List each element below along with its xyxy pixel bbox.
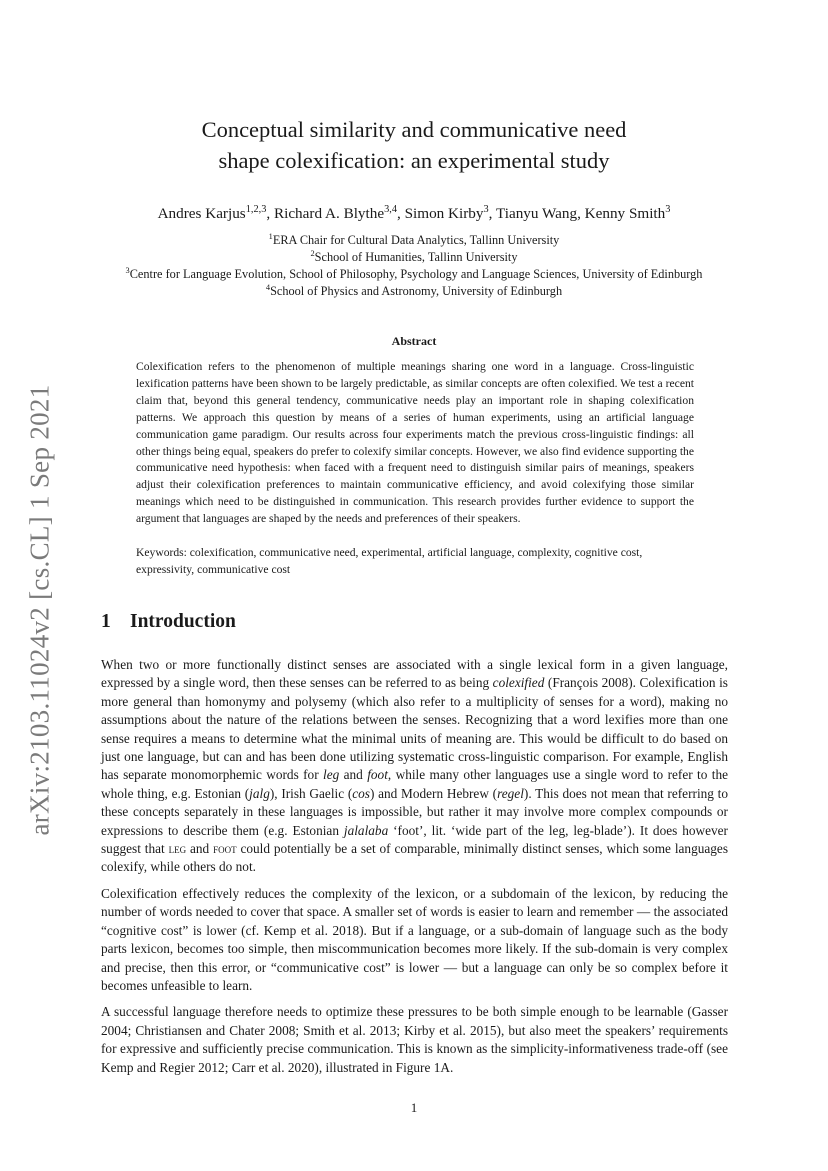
title-line-1: Conceptual similarity and communicative need xyxy=(201,117,627,142)
author-affil-marker: 3 xyxy=(665,203,671,215)
author-list: Andres Karjus$^{1,2,3}$, Richard A. Blythe$^{3,4}$, Simon Kirby$^3$, Tianyu Wang, Kenny Smith$^3$ xyxy=(157,203,671,222)
abstract-heading: Abstract xyxy=(391,334,437,348)
author-name: Andres Karjus xyxy=(157,205,246,222)
keywords: Keywords: colexification, communicative need, experimental, artificial language, complexity, cognitive cost, expressivity, communicative cost xyxy=(136,546,643,576)
paragraph: Colexification effectively reduces the complexity of the lexicon, or a subdomain of the lexicon, by reducing the number of words needed to cover that space. A smaller set of words is easier to learn and remember — the associated “cognitive cost” is lower (cf. Kemp et al. 2018). But if a language, or a sub-domain of language such as the body parts lexicon, becomes too simple, then miscommunication becomes more likely. If the sub-domain is very complex and precise, then this error, or “communicative cost” is lower — but a language can only be so complex before it becomes unfeasible to learn. xyxy=(101,885,728,993)
body-text xyxy=(101,656,728,1085)
page-number: 1 xyxy=(410,1100,418,1115)
author-name: Tianyu Wang xyxy=(496,205,578,222)
affiliation-list xyxy=(0,232,828,300)
author-name: Richard A. Blythe xyxy=(273,205,385,222)
affiliation: $^3$Centre for Language Evolution, School of Philosophy, Psychology and Language Sciences, University of Edinburgh xyxy=(125,265,703,281)
paragraph: A successful language therefore needs to optimize these pressures to be both simple enough to be learnable (Gasser 2004; Christiansen and Chater 2008; Smith et al. 2013; Kirby et al. 2015), but also meet the speakers’ requirements for expressive and sufficiently precise communication. This is known as the simplicity-informativeness trade-off (see Kemp and Regier 2012; Carr et al. 2020), illustrated in Figure 1A. xyxy=(101,1004,728,1075)
affiliation: $^1$ERA Chair for Cultural Data Analytics, Tallinn University xyxy=(268,231,560,247)
affiliation: $^2$School of Humanities, Tallinn University xyxy=(310,248,518,264)
section-heading xyxy=(101,611,236,633)
author-name: Kenny Smith xyxy=(584,205,666,222)
paragraph: When two or more functionally distinct senses are associated with a single lexical form in a given language, expressed by a single word, then these senses can be referred to as being colexified (François 2008). Colexification is more general than homonymy and polysemy (which also refer to a multiplicity of senses for a word), making no assumptions about the nature of the relations between the senses. Recognizing that a word lexifies more than one sense requires a means to determine what the minimal units of meaning are. This would be difficult to do based on just one language, but can and has been done utilizing systematic cross-linguistic comparison. For example, English has separate monomorphemic words for leg and foot, while many other languages use a single word to refer to the whole thing, e.g. Estonian (jalg), Irish Gaelic (cos) and Modern Hebrew (regel). This does not mean that referring to these concepts separately in these languages is impossible, but rather it may involve more complex compounds or expressions to describe them (e.g. Estonian jalalaba ‘foot’, lit. ‘wide part of the leg, leg-blade’). It does however suggest that leg and foot could potentially be a set of comparable, minimally distinct senses, which some languages colexify, while others do not. xyxy=(101,657,728,875)
section-title: Introduction xyxy=(130,611,236,632)
author-name: Simon Kirby xyxy=(404,205,484,222)
affiliation: $^4$School of Physics and Astronomy, University of Edinburgh xyxy=(265,282,563,298)
arxiv-identifier: arXiv:2103.11024v2 [cs.CL] 1 Sep 2021 xyxy=(24,384,55,836)
arxiv-sidebar-stamp xyxy=(18,375,62,845)
title-line-2: shape colexification: an experimental study xyxy=(218,148,610,173)
section-number: 1 xyxy=(101,611,111,632)
author-affil-marker: 3 xyxy=(483,203,489,215)
paper-title xyxy=(0,114,828,176)
author-affil-marker: 3,4 xyxy=(384,203,397,215)
author-affil-marker: 1,2,3 xyxy=(245,203,267,215)
abstract-text: Colexification refers to the phenomenon of multiple meanings sharing one word in a language. Cross-linguistic lexification patterns have been shown to be largely predictable, as similar concepts are often colexified. We test a recent claim that, beyond this general tendency, communicative needs play an important role in shaping colexification patterns. We approach this question by means of a series of human experiments, using an artificial language communication game paradigm. Our results across four experiments match the previous cross-linguistic findings: all other things being equal, speakers do prefer to colexify similar concepts. However, we also find evidence supporting the communicative need hypothesis: when faced with a frequent need to distinguish similar pairs of meanings, speakers adjust their colexification preferences to maintain communicative efficiency, and avoid colexifying those similar meanings which need to be distinguished in communication. This research provides further evidence to support the argument that languages are shaped by the needs and preferences of their speakers. xyxy=(136,360,694,526)
